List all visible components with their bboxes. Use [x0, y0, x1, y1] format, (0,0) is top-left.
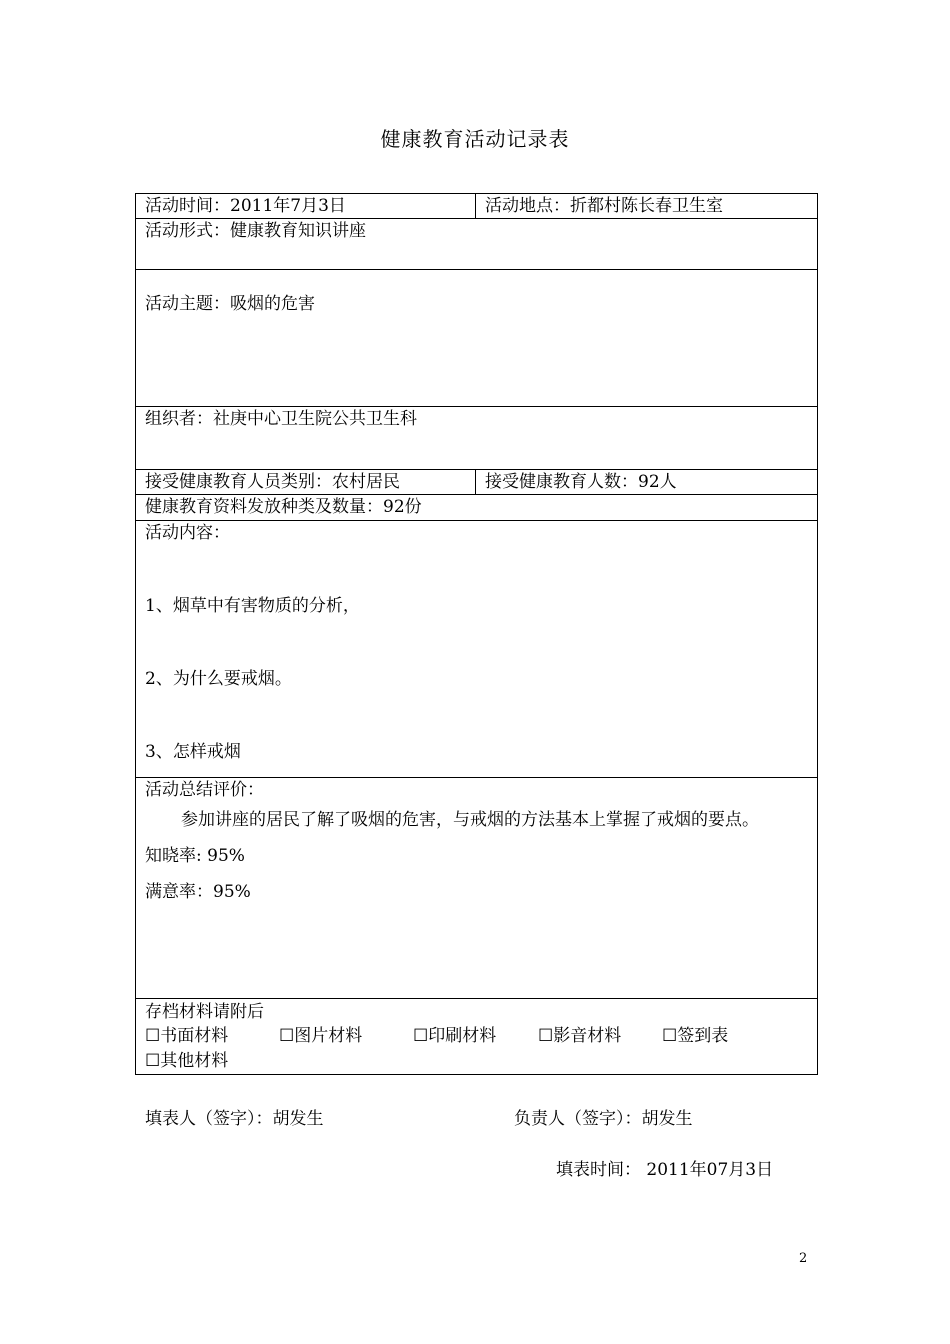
- fill-date: 填表时间： 2011年07月3日: [556, 1160, 774, 1180]
- evaluation-text: 参加讲座的居民了解了吸烟的危害，与戒烟的方法基本上掌握了戒烟的要点。: [181, 810, 759, 830]
- content-item: 2、为什么要戒烟。: [145, 669, 292, 689]
- checkbox-printed-materials[interactable]: ☐印刷材料: [413, 1026, 497, 1046]
- responsible-signature: 负责人（签字）：胡发生: [514, 1109, 693, 1129]
- archive-cell: [136, 999, 818, 1075]
- table-row: [136, 407, 818, 470]
- archive-label: 存档材料请附后: [145, 1002, 264, 1022]
- checkbox-picture-materials[interactable]: ☐图片材料: [279, 1026, 363, 1046]
- activity-time-cell: 活动时间：2011年7月3日: [136, 194, 476, 219]
- content-item: 1、烟草中有害物质的分析，: [145, 596, 360, 616]
- table-row: [136, 999, 818, 1075]
- table-row: [136, 778, 818, 999]
- audience-type-cell: 接受健康教育人员类别：农村居民: [136, 470, 476, 495]
- materials-cell: 健康教育资料发放种类及数量：92份: [136, 495, 818, 521]
- activity-form-cell: 活动形式：健康教育知识讲座: [136, 219, 818, 270]
- page-title: 健康教育活动记录表: [380, 127, 570, 151]
- table-row: [136, 495, 818, 521]
- table-row: [136, 521, 818, 778]
- audience-count-cell: 接受健康教育人数：92人: [476, 470, 818, 495]
- page-number: 2: [799, 1251, 808, 1266]
- archive-options-row: [145, 1024, 808, 1049]
- activity-theme: 活动主题：吸烟的危害: [145, 294, 315, 314]
- checkbox-audio-video-materials[interactable]: ☐影音材料: [538, 1026, 622, 1046]
- evaluation-label: 活动总结评价：: [145, 780, 264, 800]
- archive-options-row: [145, 1049, 808, 1074]
- record-table: [135, 193, 818, 1075]
- table-row: [136, 194, 818, 219]
- table-row: [136, 470, 818, 495]
- table-row: [136, 270, 818, 407]
- organizer-cell: 组织者：社庚中心卫生院公共卫生科: [136, 407, 818, 470]
- evaluation-cell: [136, 778, 818, 999]
- awareness-rate: 知晓率: 95%: [145, 846, 245, 866]
- activity-place-cell: 活动地点：折都村陈长春卫生室: [476, 194, 818, 219]
- content-cell: [136, 521, 818, 778]
- checkbox-sign-in-sheet[interactable]: ☐签到表: [662, 1026, 729, 1046]
- filler-signature: 填表人（签字）：胡发生: [145, 1109, 324, 1129]
- checkbox-written-materials[interactable]: ☐书面材料: [145, 1026, 229, 1046]
- table-row: [136, 219, 818, 270]
- checkbox-other-materials[interactable]: ☐其他材料: [145, 1051, 229, 1071]
- content-item: 3、怎样戒烟: [145, 742, 241, 762]
- content-label: 活动内容：: [145, 523, 230, 543]
- activity-theme-cell: [136, 270, 818, 407]
- satisfaction-rate: 满意率：95%: [145, 882, 251, 902]
